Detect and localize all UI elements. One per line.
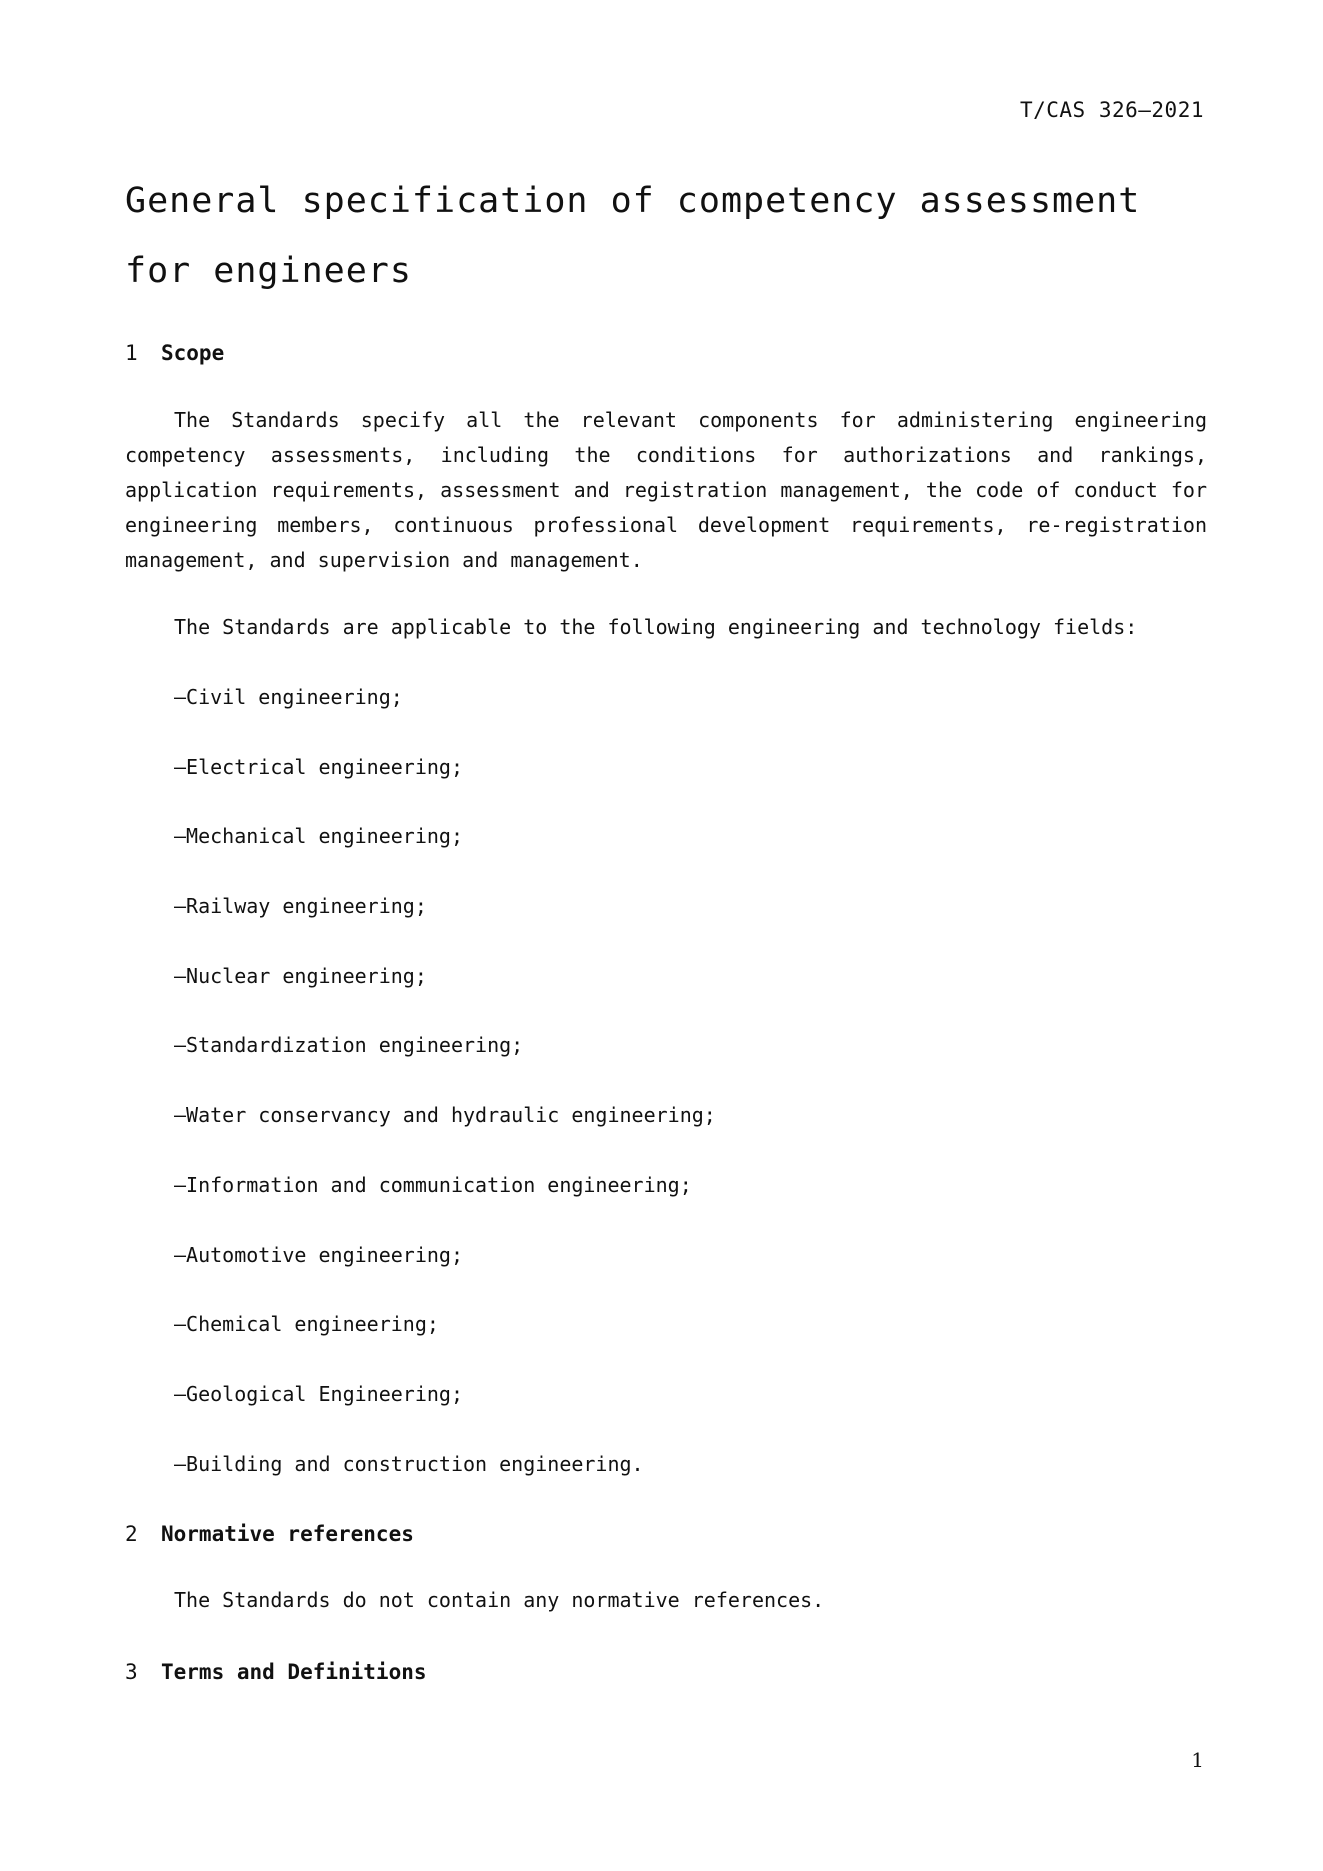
list-item: —Standardization engineering; <box>174 1033 524 1058</box>
scope-paragraph-2: The Standards are applicable to the following engineering and technology fields: <box>174 615 1138 639</box>
list-item: —Building and construction engineering. <box>174 1451 644 1476</box>
document-title: General specification of competency assessment for engineers <box>125 181 1141 291</box>
list-item: —Information and communication engineering; <box>174 1172 692 1197</box>
section-title: Scope <box>161 341 225 365</box>
list-item: —Nuclear engineering; <box>174 963 427 988</box>
list-item: —Civil engineering; <box>174 685 403 709</box>
document-code: T/CAS 326—2021 <box>1019 98 1204 122</box>
list-item: —Railway engineering; <box>174 894 427 919</box>
scope-paragraph-1: The Standards specify all the relevant components for administering engineering competency assessments, including the conditions for authorizations and rankings, application requirements, assessment and registration management, the code of conduct for engineering members, continuous professional development requirements, re-registration management, and supervision and management. <box>125 408 1207 572</box>
section-number: 3 <box>125 1660 138 1684</box>
engineering-fields-list <box>174 685 716 1521</box>
section-heading-normative-references <box>125 1522 414 1546</box>
list-item: —Automotive engineering; <box>174 1242 463 1267</box>
list-item: —Mechanical engineering; <box>174 824 463 849</box>
list-item: —Geological Engineering; <box>174 1381 463 1406</box>
normative-references-paragraph: The Standards do not contain any normative references. <box>174 1588 825 1612</box>
section-number: 2 <box>125 1522 138 1546</box>
list-item: —Electrical engineering; <box>174 754 463 779</box>
list-item: —Chemical engineering; <box>174 1312 439 1337</box>
section-heading-terms-and-definitions <box>125 1660 427 1684</box>
section-number: 1 <box>125 341 138 365</box>
page-number: 1 <box>1191 1748 1204 1772</box>
section-title: Terms and Definitions <box>161 1660 427 1684</box>
section-title: Normative references <box>161 1522 414 1546</box>
section-heading-scope <box>125 341 224 365</box>
list-item: —Water conservancy and hydraulic engineering; <box>174 1103 716 1128</box>
